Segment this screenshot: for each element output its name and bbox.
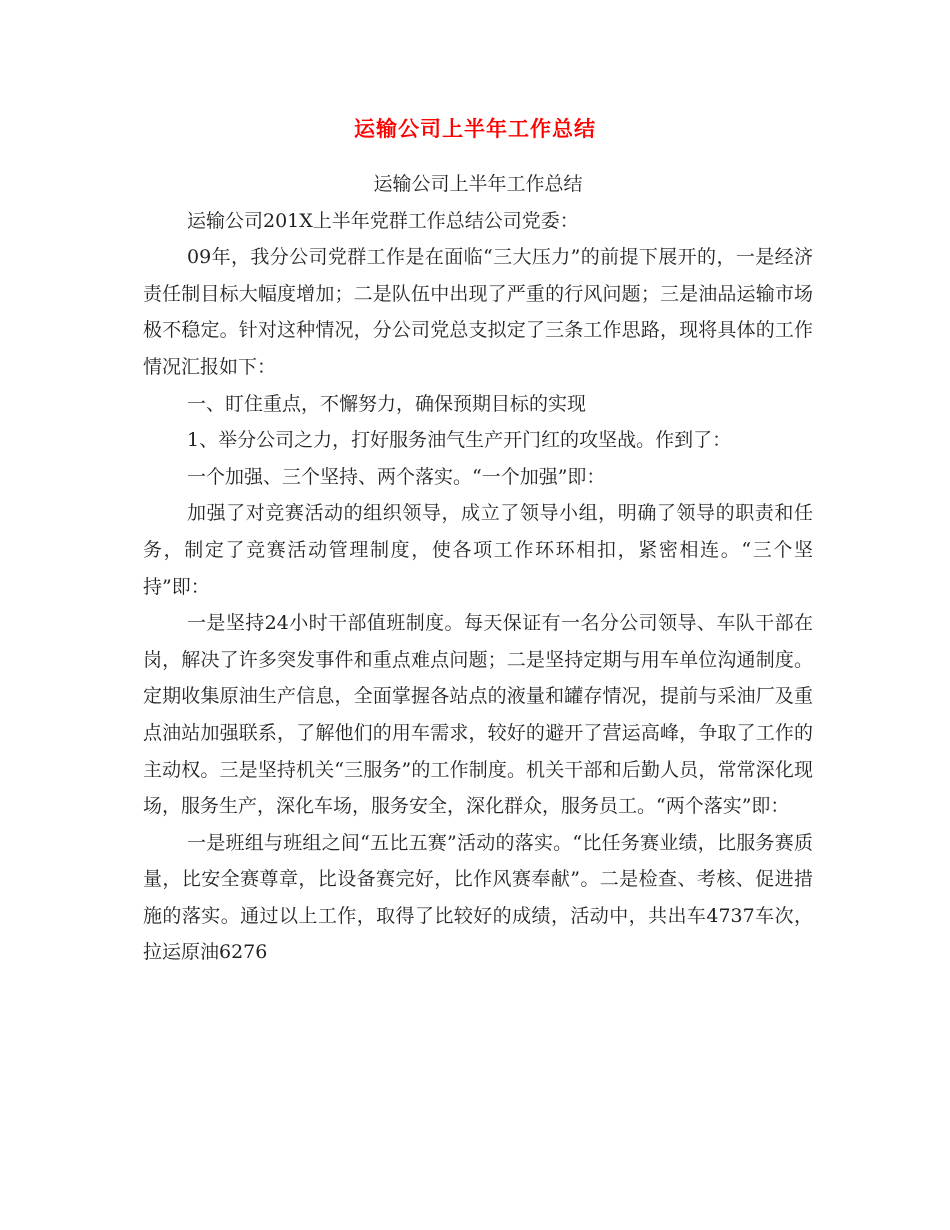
- paragraph-5: 一个加强、三个坚持、两个落实。“一个加强”即：: [187, 465, 606, 488]
- document-body: [143, 166, 813, 971]
- paragraph-8: 一是班组与班组之间“五比五赛”活动的落实。“比任务赛业绩，比服务赛质量，比安全赛尊章，比设备赛完好，比作风赛奉献”。二是检查、考核、促进措施的落实。通过以上工作，取得了比较好的成绩，活动中，共出车4737车次，拉运原油6276: [143, 831, 813, 964]
- document-subtitle: 运输公司上半年工作总结: [373, 173, 583, 195]
- paragraph-3: 一、盯住重点，不懈努力，确保预期目标的实现: [187, 392, 587, 415]
- paragraph-1: 运输公司201X上半年党群工作总结公司党委：: [187, 209, 579, 232]
- paragraph-2: 09年，我分公司党群工作是在面临“三大压力”的前提下展开的，一是经济责任制目标大幅度增加；二是队伍中出现了严重的行风问题；三是油品运输市场极不稳定。针对这种情况，分公司党总支拟定了三条工作思路，现将具体的工作情况汇报如下：: [143, 246, 813, 378]
- paragraph-4: 1、举分公司之力，打好服务油气生产开门红的攻坚战。作到了：: [187, 429, 732, 452]
- document-title: 运输公司上半年工作总结: [354, 117, 596, 141]
- paragraph-7: 一是坚持24小时干部值班制度。每天保证有一名分公司领导、车队干部在岗，解决了许多突发事件和重点难点问题；二是坚持定期与用车单位沟通制度。定期收集原油生产信息，全面掌握各站点的液量和罐存情况，提前与采油厂及重点油站加强联系，了解他们的用车需求，较好的避开了营运高峰，争取了工作的主动权。三是坚持机关“三服务”的工作制度。机关干部和后勤人员，常常深化现场，服务生产，深化车场，服务安全，深化群众，服务员工。“两个落实”即：: [143, 612, 813, 818]
- paragraph-6: 加强了对竞赛活动的组织领导，成立了领导小组，明确了领导的职责和任务，制定了竞赛活动管理制度，使各项工作环环相扣，紧密相连。“三个坚持”即：: [143, 502, 813, 598]
